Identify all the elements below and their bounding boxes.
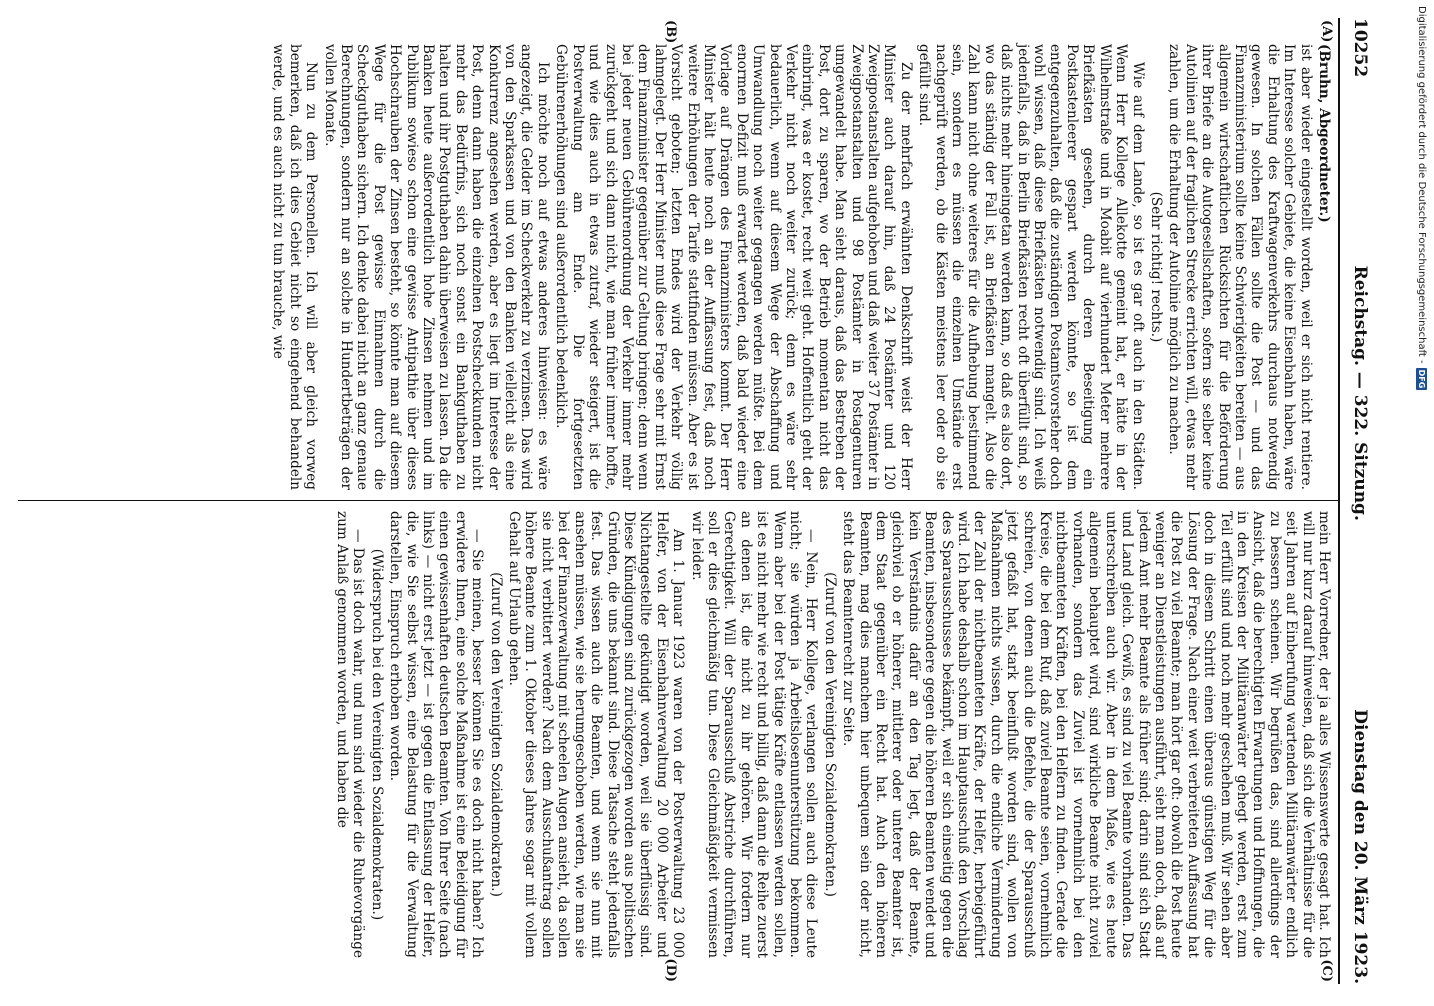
- paragraph: — Das ist doch wahr, und nun sind wieder die Ruhevorgänge zum Anlaß genommen worden, und haben die: [334, 511, 367, 958]
- interjection: (Widerspruch bei den Vereinigten Sozialdemokraten.): [368, 548, 385, 921]
- right-column: [18, 501, 1338, 984]
- digitization-credit: [1414, 0, 1430, 1006]
- margin-marker-a: (A): [1319, 20, 1334, 43]
- margin-marker-d: (D): [663, 958, 678, 982]
- paragraph: — Sie meinen, besser können Sie es doch nicht haben? Ich erwidere Ihnen, eine solche Maßnahme ist eine Beleidigung für einen gewissenhaften deutschen Beamten. Von Ihrer Seite (nach links) — nicht erst jetzt — ist gegen die Entlassung der Helfer, die, wie Sie selbst wissen, eine Belastung für die Verwaltung darstellen, Einspruch erhoben worden.: [387, 511, 486, 958]
- speaker-name: (Bruhn, Abgeordneter.): [1316, 44, 1332, 223]
- session-title: Reichstag. — 322. Sitzung.: [1350, 265, 1370, 521]
- interjection: (Zuruf von den Vereinigten Sozialdemokraten.): [821, 572, 838, 897]
- margin-marker-c: (C): [1319, 959, 1334, 982]
- paragraph: ist aber wieder eingestellt worden, weil er sich nicht rentiere. Im Interesse solcher Gebiete, die keine Eisenbahn haben, wäre die Erhaltung des Kraftwagenverkehrs durchaus notwendig gewesen. In solchen Fällen sollte die Post — und das Finanzministerium sollte keine Schwierigkeiten bereiten — aus allgemein wirtschaftlichen Rücksichten für die Beförderung ihrer Briefe an die Autogesellschaften, sofern sie selber keine Autolinien auf der fraglichen Strecke errichten will, etwas mehr zahlen, um die Erhaltung der Autolinie möglich zu machen.: [1166, 44, 1314, 490]
- interjection: (Sehr richtig! rechts.): [1147, 191, 1164, 343]
- credit-text: Digitalisierung gefördert durch die Deutsche Forschungsgemeinschaft -: [1416, 6, 1428, 364]
- margin-marker-b: (B): [663, 20, 678, 44]
- paragraph: Zu der mehrfach erwähnten Denkschrift weist der Herr Minister auch darauf hin, daß 24 Postämter und 120 Zweigpostanstalten aufgehoben und daß weiter 37 Postämter in Zweigpostanstalten und 98 Postämter in Postagenturen umgewandelt habe. Man sieht daraus, daß das Bestreben der Post, dort zu sparen, wo der Betrieb momentan nicht das einbringt, was er kostet, recht weit geht. Hoffentlich geht der Verkehr nicht noch weiter zurück; denn es wäre sehr bedauerlich, wenn auf diesem Wege der Abschaffung und Umwandlung noch weiter gegangen werden müßte. Bei dem enormen Defizit muß erwartet werden, daß bald wieder eine Vorlage auf Drängen des Finanzministers kommt. Der Herr Minister hält heute noch an der Auffassung fest, daß noch weitere Erhöhungen der Tarife stattfinden müssen. Aber es ist Vorsicht geboten; letzten Endes wird der Verkehr völlig lahmgelegt. Der Herr Minister muß diese Frage sehr mit Ernst dem Finanzminister gegenüber zur Geltung bringen; denn wenn bei jeder neuen Gebührenordnung der Verkehr immer mehr zurückgeht und sich dann nicht, wie man früher immer hoffte, und wie dies auch in etwas zutraf, wieder steigert, ist die Postverwaltung am Ende. Die fortgesetzten Gebührenerhöhungen sind außerordentlich bedenklich.: [553, 44, 914, 490]
- paragraph: mein Herr Vorredner, der ja alles Wissenswerte gesagt hat. Ich will nur kurz darauf hinweisen, daß sich die Verhältnisse für die seit Jahren auf Einberufung wartenden Militäranwärter endlich zu bessern scheinen. Wir begrüßen das, sind allerdings der Ansicht, daß die berechtigten Erwartungen und Hoffnungen, die in den Kreisen der Militäranwärter gehegt werden, erst zum Teil erfüllt sind und noch mehr geschehen muß. Wir sehen aber doch in diesem Schritt einen überaus günstigen Weg für die Lösung der Frage. Nach einer weit verbreiteten Auffassung hat die Post zu viel Beamte; man hört gar oft: obwohl die Post heute weniger an Dienstleistungen ausführt, sieht man doch, daß auf jedem Amt mehr Beamte als früher sind; darin sind sich Stadt und Land gleich. Gewiß, es sind zu viel Beamte vorhanden. Das unterschreiben auch wir. Aber in dem Maße, wie es heute allgemein behauptet wird, sind wirkliche Beamte nicht zuviel vorhanden, sondern das Zuviel ist vornehmlich bei den nichtbeamteten Kräften, bei den Helfern zu finden. Gerade die Kreise, die bei dem Ruf, daß zuviel Beamte seien, vornehmlich schreien, von denen auch die Befehle, die der Sparausschuß jetzt gefaßt hat, stark beeinflußt worden sind, wollen von Maßnahmen nichts wissen, durch die endliche Verminderung der Zahl der nichtbeamteten Kräfte, der Helfer, herbeigeführt wird. Ich habe deshalb schon im Hauptausschuß den Vorschlag des Sparausschusses bekämpft, weil er sich einseitig gegen die Beamten, insbesondere gegen die höheren Beamten wendet und kein Verständnis dafür an den Tag legt, daß der Beamte, gleichviel ob er höherer, mittlerer oder unterer Beamter ist, dem Staat gegenüber ein Recht hat. Auch den höheren Beamten, mag dies manchem hier unbequem sein oder nicht, steht das Beamtenrecht zur Seite.: [840, 511, 1332, 958]
- paragraph: Ich möchte noch auf etwas anderes hinweisen: es wäre angezeigt, die Gelder im Scheckverkehr zu verzinsen. Das wird von den Sparkassen und von den Banken vielleicht als eine Konkurrenz angesehen werden, aber es liegt im Interesse der Post, denn dann haben die einzelnen Postscheckkunden nicht mehr das Bedürfnis, sich noch sonst ein Bankguthaben zu halten und ihr Postguthaben dahin überweisen zu lassen. Da die Banken heute außerordentlich hohe Zinsen nehmen und im Publikum sowieso schon eine gewisse Antipathie über dieses Hochschrauben der Zinsen besteht, so könnte man auf diesem Wege für die Post gewisse Einnahmen durch die Scheckguthaben sichern. Ich denke dabei nicht an ganz genaue Berechnungen, sondern nur an solche in Hundertbeträgen der vollen Monate.: [321, 44, 551, 490]
- paragraph: Am 1. Januar 1923 waren von der Postverwaltung 23 000 Helfer, von der Eisenbahnverwaltung 20 000 Arbeiter und Nichtangestellte gekündigt worden, weil sie überflüssig sind. Diese Kündigungen sind zurückgezogen worden aus politischen Gründen, die uns bekannt sind. Diese Tatsache steht jedenfalls fest. Das wissen auch die Beamten, und wenn sie nun mit ansehen müssen, wie sie herumgeschoben werden, wie man sie bei der Finanzverwaltung mit scheelen Augen ansieht, da sollen sie nicht verbittert werden? Nach dem Ausschußantrag sollen höhere Beamte zum 1. Oktober dieses Jahres sogar mit vollem Gehalt auf Urlaub gehen.: [506, 511, 687, 958]
- interjection: (Zuruf von den Vereinigten Sozialdemokraten.): [487, 572, 504, 897]
- text-columns: [18, 18, 1338, 984]
- session-date: Dienstag den 20. März 1923.: [1350, 709, 1370, 984]
- paragraph: Wie auf dem Lande, so ist es gar oft auch in den Städten. Wenn Herr Kollege Allekotte gemeint hat, er hätte in der Wilhelmstraße und in Moabit auf vierhundert Meter mehrere Briefkästen gesehen, durch deren Beseitigung ein Postkastenleerer gespart werden könnte, so ist dem entgegenzuhalten, daß die zuständigen Postamtsvorsteher doch wohl wissen, daß diese Briefkästen notwendig sind. Ich weiß jedenfalls, daß in Berlin Briefkästen recht oft überfüllt sind, so daß nichts mehr hineingetan werden kann, so daß es also dort, wo das ständig der Fall ist, an Briefkästen mangelt. Also die Zahl kann nicht ohne weiteres für die Aufhebung bestimmend sein, sondern es müssen die einzelnen Umstände erst nachgeprüft werden, ob die Kästen meistens leer oder ob sie gefüllt sind.: [916, 44, 1146, 490]
- paragraph: — Nein, Herr Kollege, verlangen sollen auch diese Leute nicht; sie würden ja Arbeitslosenunterstützung bekommen. Wenn aber bei der Post tätige Kräfte entlassen werden sollen, ist es nicht mehr wie recht und billig, daß dann die Reihe zuerst an denen ist, die nicht zu ihr gehören. Wir fordern nur Gerechtigkeit. Will der Sparausschuß Abstriche durchführen, soll er dies gleichmäßig tun. Diese Gleichmäßigkeit vermissen wir leider.: [688, 511, 820, 958]
- paragraph: Nun zu dem Personellen. Ich will aber gleich vorweg bemerken, daß ich dies Gebiet nicht so eingehend behandeln werde, und es auch nicht zu tun brauche, wie: [270, 44, 320, 490]
- page-header: [1338, 18, 1370, 984]
- left-column: [18, 18, 1338, 501]
- dfg-logo-icon: DFG: [1417, 369, 1427, 389]
- page-number: 10252: [1350, 18, 1370, 78]
